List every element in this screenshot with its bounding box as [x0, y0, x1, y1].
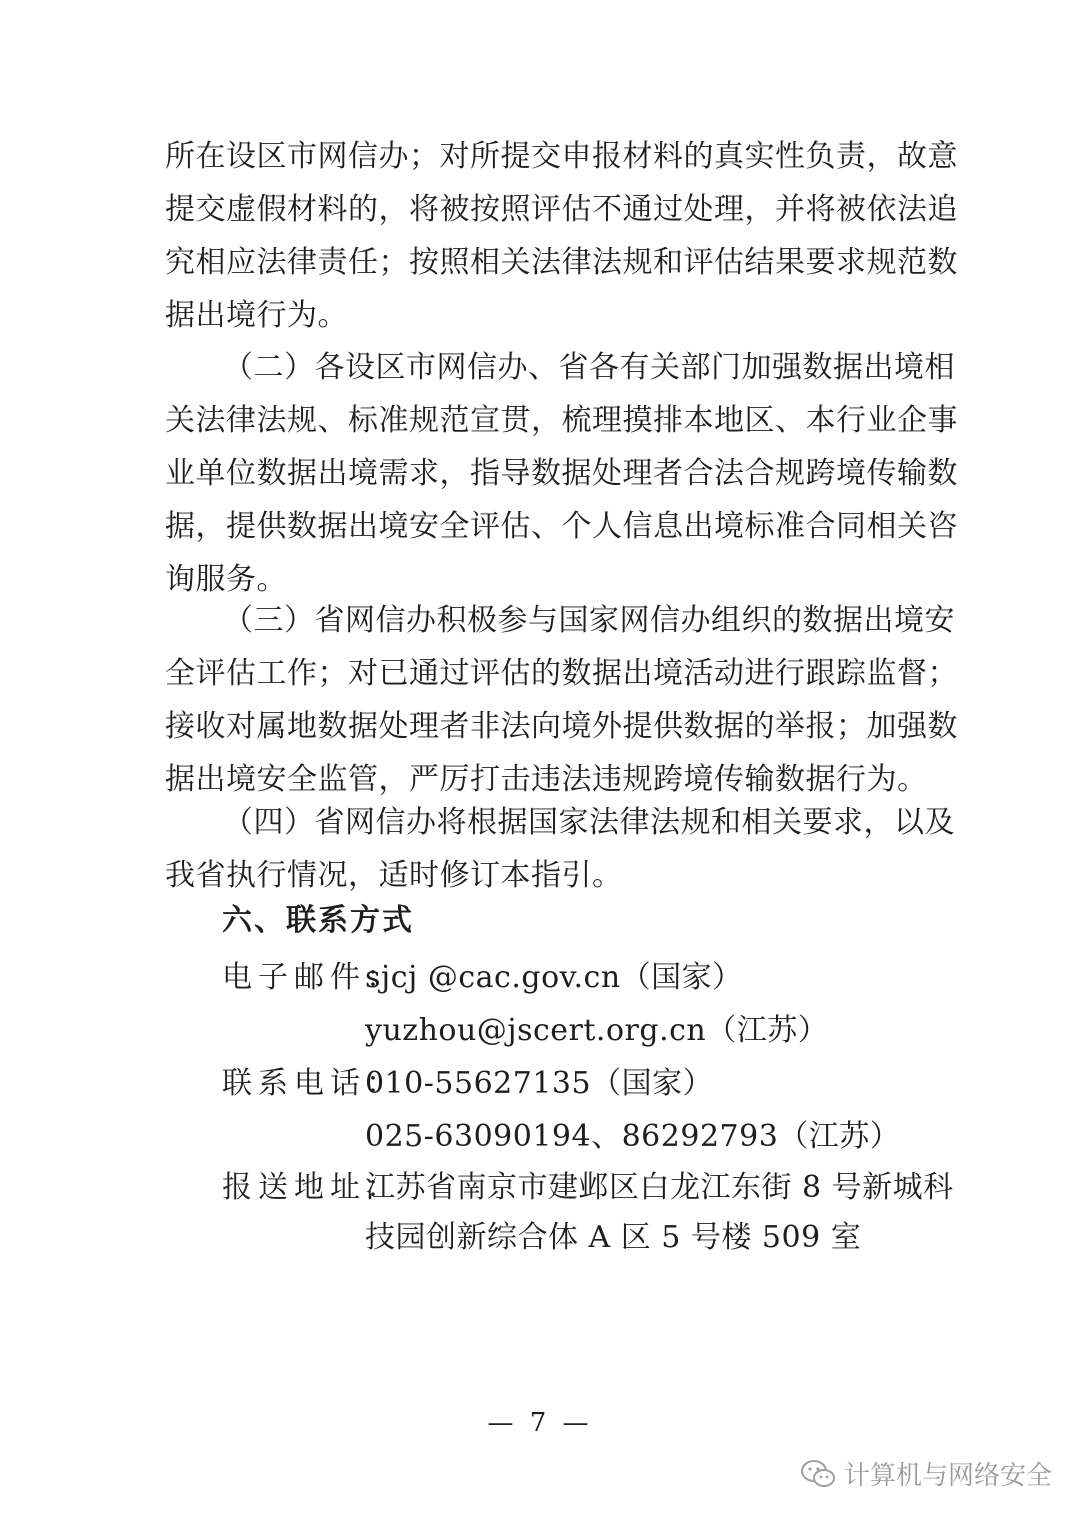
paragraph-line: 究相应法律责任；按照相关法律法规和评估结果要求规范数 [165, 245, 958, 280]
address-line-2: 技园创新综合体 A 区 5 号楼 509 室 [365, 1220, 862, 1255]
paragraph-line: 据，提供数据出境安全评估、个人信息出境标准合同相关咨 [165, 509, 958, 544]
email-jiangsu: yuzhou@jscert.org.cn（江苏） [365, 1013, 829, 1048]
address-line-1: 江苏省南京市建邺区白龙江东街 8 号新城科 [365, 1170, 954, 1205]
phone-national: 010-55627135（国家） [365, 1066, 714, 1101]
paragraph-3 [165, 594, 958, 806]
watermark-text: 计算机与网络安全 [844, 1461, 1053, 1491]
phone-jiangsu: 025-63090194、86292793（江苏） [365, 1119, 901, 1154]
paragraph-line: 提交虚假材料的，将被按照评估不通过处理，并将被依法追 [165, 192, 958, 227]
address-label: 报送地址： [222, 1170, 402, 1205]
paragraph-line: 业单位数据出境需求，指导数据处理者合法合规跨境传输数 [165, 456, 958, 491]
paragraph-line: 所在设区市网信办；对所提交申报材料的真实性负责，故意 [165, 139, 958, 174]
email-label: 电子邮件： [222, 960, 402, 995]
paragraph-line: 全评估工作；对已通过评估的数据出境活动进行跟踪监督； [165, 656, 958, 691]
paragraph-line: 我省执行情况，适时修订本指引。 [165, 858, 623, 893]
phone-label: 联系电话： [222, 1066, 402, 1101]
paragraph-line: （三）省网信办积极参与国家网信办组织的数据出境安 [223, 603, 955, 638]
page-number: — 7 — [487, 1408, 593, 1438]
paragraph-line: （二）各设区市网信办、省各有关部门加强数据出境相 [223, 350, 955, 385]
wechat-icon [800, 1459, 836, 1489]
paragraph-2 [165, 341, 958, 606]
paragraph-4 [165, 796, 955, 902]
paragraph-1 [165, 130, 958, 342]
paragraph-line: 据出境安全监管，严厉打击违法违规跨境传输数据行为。 [165, 762, 928, 797]
paragraph-line: （四）省网信办将根据国家法律法规和相关要求，以及 [223, 805, 955, 840]
paragraph-line: 接收对属地数据处理者非法向境外提供数据的举报；加强数 [165, 709, 958, 744]
paragraph-line: 关法律法规、标准规范宣贯，梳理摸排本地区、本行业企事 [165, 403, 958, 438]
paragraph-line: 询服务。 [165, 562, 287, 597]
email-national: sjcj @cac.gov.cn（国家） [365, 960, 743, 995]
section-heading: 六、联系方式 [222, 903, 414, 938]
watermark [800, 1455, 1052, 1492]
paragraph-line: 据出境行为。 [165, 298, 348, 333]
